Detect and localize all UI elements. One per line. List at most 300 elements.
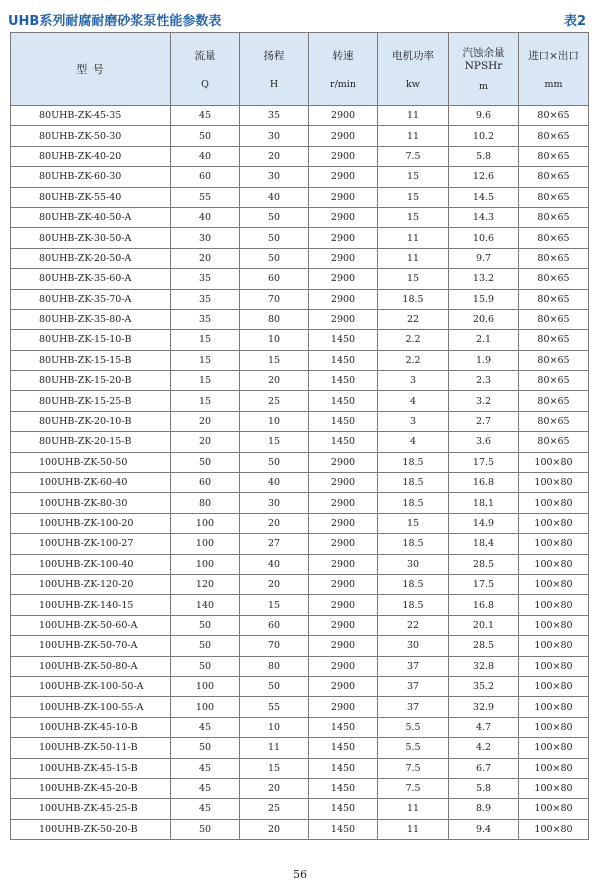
table-row <box>11 146 589 166</box>
cell-npsh: 28.5 <box>449 554 519 574</box>
cell-power: 15 <box>378 207 449 227</box>
cell-flow: 45 <box>171 799 240 819</box>
table-row <box>11 738 589 758</box>
cell-port: 80×65 <box>519 126 589 146</box>
cell-flow: 100 <box>171 534 240 554</box>
cell-power: 30 <box>378 636 449 656</box>
table-row <box>11 615 589 635</box>
cell-port: 100×80 <box>519 819 589 839</box>
cell-flow: 80 <box>171 493 240 513</box>
cell-flow: 50 <box>171 636 240 656</box>
cell-port: 100×80 <box>519 738 589 758</box>
cell-npsh: 13.2 <box>449 269 519 289</box>
cell-flow: 100 <box>171 554 240 574</box>
col-header-flow: 流量 Q <box>171 33 240 106</box>
cell-head: 40 <box>240 554 309 574</box>
cell-model: 80UHB-ZK-50-30 <box>11 126 171 146</box>
cell-npsh: 9.7 <box>449 248 519 268</box>
cell-flow: 15 <box>171 371 240 391</box>
cell-head: 30 <box>240 126 309 146</box>
cell-head: 60 <box>240 269 309 289</box>
cell-power: 11 <box>378 819 449 839</box>
cell-npsh: 3.6 <box>449 432 519 452</box>
table-row <box>11 819 589 839</box>
cell-power: 4 <box>378 432 449 452</box>
cell-port: 80×65 <box>519 207 589 227</box>
cell-npsh: 28.5 <box>449 636 519 656</box>
cell-model: 100UHB-ZK-100-20 <box>11 513 171 533</box>
cell-port: 80×65 <box>519 391 589 411</box>
cell-speed: 1450 <box>309 717 378 737</box>
cell-port: 100×80 <box>519 778 589 798</box>
cell-speed: 2900 <box>309 187 378 207</box>
cell-speed: 2900 <box>309 636 378 656</box>
table-row <box>11 106 589 126</box>
cell-power: 3 <box>378 371 449 391</box>
cell-port: 80×65 <box>519 289 589 309</box>
title-bar <box>8 8 588 30</box>
cell-speed: 2900 <box>309 126 378 146</box>
cell-speed: 2900 <box>309 676 378 696</box>
cell-head: 15 <box>240 595 309 615</box>
cell-npsh: 2.1 <box>449 330 519 350</box>
cell-head: 40 <box>240 187 309 207</box>
cell-head: 27 <box>240 534 309 554</box>
cell-model: 100UHB-ZK-50-11-B <box>11 738 171 758</box>
cell-npsh: 10.6 <box>449 228 519 248</box>
cell-power: 30 <box>378 554 449 574</box>
cell-npsh: 18.1 <box>449 493 519 513</box>
cell-port: 100×80 <box>519 697 589 717</box>
table-row <box>11 452 589 472</box>
cell-flow: 35 <box>171 289 240 309</box>
cell-npsh: 32.9 <box>449 697 519 717</box>
cell-speed: 1450 <box>309 350 378 370</box>
cell-flow: 30 <box>171 228 240 248</box>
table-number: 表2 <box>563 14 586 29</box>
cell-flow: 50 <box>171 656 240 676</box>
cell-model: 80UHB-ZK-20-15-B <box>11 432 171 452</box>
cell-speed: 2900 <box>309 289 378 309</box>
cell-power: 22 <box>378 309 449 329</box>
col-header-port: 进口×出口 mm <box>519 33 589 106</box>
cell-port: 100×80 <box>519 636 589 656</box>
cell-model: 100UHB-ZK-50-60-A <box>11 615 171 635</box>
cell-head: 11 <box>240 738 309 758</box>
cell-port: 100×80 <box>519 595 589 615</box>
cell-model: 100UHB-ZK-100-40 <box>11 554 171 574</box>
cell-speed: 2900 <box>309 228 378 248</box>
cell-speed: 2900 <box>309 574 378 594</box>
cell-flow: 50 <box>171 819 240 839</box>
cell-speed: 1450 <box>309 758 378 778</box>
cell-head: 25 <box>240 391 309 411</box>
table-body <box>11 106 589 840</box>
cell-speed: 2900 <box>309 493 378 513</box>
cell-npsh: 1.9 <box>449 350 519 370</box>
cell-head: 30 <box>240 167 309 187</box>
cell-flow: 50 <box>171 738 240 758</box>
cell-head: 80 <box>240 656 309 676</box>
table-row <box>11 636 589 656</box>
cell-power: 37 <box>378 697 449 717</box>
cell-head: 15 <box>240 758 309 778</box>
cell-port: 100×80 <box>519 574 589 594</box>
cell-port: 100×80 <box>519 615 589 635</box>
cell-speed: 1450 <box>309 330 378 350</box>
col-header-head: 扬程 H <box>240 33 309 106</box>
cell-npsh: 14.3 <box>449 207 519 227</box>
cell-head: 10 <box>240 411 309 431</box>
cell-model: 100UHB-ZK-50-20-B <box>11 819 171 839</box>
cell-speed: 2900 <box>309 513 378 533</box>
cell-npsh: 9.4 <box>449 819 519 839</box>
cell-npsh: 18.4 <box>449 534 519 554</box>
cell-head: 20 <box>240 371 309 391</box>
cell-head: 55 <box>240 697 309 717</box>
cell-npsh: 16.8 <box>449 595 519 615</box>
cell-model: 100UHB-ZK-45-25-B <box>11 799 171 819</box>
cell-power: 5.5 <box>378 738 449 758</box>
cell-flow: 50 <box>171 615 240 635</box>
cell-npsh: 8.9 <box>449 799 519 819</box>
cell-port: 100×80 <box>519 534 589 554</box>
cell-head: 20 <box>240 778 309 798</box>
cell-flow: 15 <box>171 330 240 350</box>
cell-port: 100×80 <box>519 554 589 574</box>
cell-model: 100UHB-ZK-120-20 <box>11 574 171 594</box>
cell-head: 50 <box>240 207 309 227</box>
cell-npsh: 20.1 <box>449 615 519 635</box>
table-row <box>11 207 589 227</box>
cell-port: 100×80 <box>519 493 589 513</box>
cell-head: 80 <box>240 309 309 329</box>
cell-power: 18.5 <box>378 493 449 513</box>
cell-flow: 45 <box>171 758 240 778</box>
table-row <box>11 126 589 146</box>
cell-speed: 1450 <box>309 391 378 411</box>
cell-model: 80UHB-ZK-15-15-B <box>11 350 171 370</box>
cell-power: 7.5 <box>378 778 449 798</box>
cell-speed: 1450 <box>309 819 378 839</box>
cell-speed: 2900 <box>309 615 378 635</box>
table-row <box>11 513 589 533</box>
table-row <box>11 248 589 268</box>
cell-speed: 2900 <box>309 248 378 268</box>
cell-npsh: 5.8 <box>449 778 519 798</box>
cell-npsh: 20.6 <box>449 309 519 329</box>
table-row <box>11 758 589 778</box>
cell-npsh: 4.7 <box>449 717 519 737</box>
cell-speed: 2900 <box>309 473 378 493</box>
cell-power: 18.5 <box>378 452 449 472</box>
cell-flow: 40 <box>171 146 240 166</box>
cell-head: 15 <box>240 350 309 370</box>
cell-power: 2.2 <box>378 350 449 370</box>
cell-power: 11 <box>378 248 449 268</box>
cell-speed: 1450 <box>309 738 378 758</box>
cell-head: 30 <box>240 493 309 513</box>
cell-model: 100UHB-ZK-80-30 <box>11 493 171 513</box>
table-row <box>11 411 589 431</box>
cell-flow: 35 <box>171 269 240 289</box>
cell-head: 25 <box>240 799 309 819</box>
cell-port: 80×65 <box>519 371 589 391</box>
cell-flow: 60 <box>171 473 240 493</box>
cell-npsh: 32.8 <box>449 656 519 676</box>
table-row <box>11 187 589 207</box>
cell-speed: 2900 <box>309 167 378 187</box>
cell-npsh: 6.7 <box>449 758 519 778</box>
table-row <box>11 289 589 309</box>
table-row <box>11 350 589 370</box>
table-row <box>11 493 589 513</box>
cell-flow: 15 <box>171 350 240 370</box>
cell-model: 100UHB-ZK-45-15-B <box>11 758 171 778</box>
cell-model: 80UHB-ZK-15-20-B <box>11 371 171 391</box>
table-row <box>11 167 589 187</box>
cell-port: 80×65 <box>519 106 589 126</box>
cell-speed: 1450 <box>309 411 378 431</box>
cell-speed: 2900 <box>309 309 378 329</box>
cell-head: 40 <box>240 473 309 493</box>
cell-npsh: 14.5 <box>449 187 519 207</box>
cell-port: 80×65 <box>519 248 589 268</box>
cell-model: 100UHB-ZK-100-27 <box>11 534 171 554</box>
page-number: 56 <box>293 868 307 881</box>
cell-npsh: 17.5 <box>449 452 519 472</box>
cell-model: 100UHB-ZK-45-10-B <box>11 717 171 737</box>
table-row <box>11 473 589 493</box>
cell-flow: 20 <box>171 432 240 452</box>
cell-flow: 60 <box>171 167 240 187</box>
table-row <box>11 228 589 248</box>
cell-model: 80UHB-ZK-55-40 <box>11 187 171 207</box>
cell-model: 100UHB-ZK-45-20-B <box>11 778 171 798</box>
cell-speed: 2900 <box>309 452 378 472</box>
cell-speed: 2900 <box>309 656 378 676</box>
table-row <box>11 697 589 717</box>
table-row <box>11 595 589 615</box>
cell-speed: 1450 <box>309 778 378 798</box>
cell-flow: 40 <box>171 207 240 227</box>
cell-head: 20 <box>240 574 309 594</box>
cell-port: 80×65 <box>519 309 589 329</box>
cell-npsh: 2.3 <box>449 371 519 391</box>
cell-power: 5.5 <box>378 717 449 737</box>
cell-model: 100UHB-ZK-100-55-A <box>11 697 171 717</box>
cell-port: 100×80 <box>519 676 589 696</box>
cell-head: 20 <box>240 513 309 533</box>
col-header-model: 型 号 <box>11 33 171 106</box>
cell-model: 80UHB-ZK-15-10-B <box>11 330 171 350</box>
table-row <box>11 432 589 452</box>
cell-flow: 55 <box>171 187 240 207</box>
cell-flow: 45 <box>171 106 240 126</box>
cell-flow: 100 <box>171 676 240 696</box>
cell-power: 15 <box>378 167 449 187</box>
cell-power: 18.5 <box>378 289 449 309</box>
cell-flow: 45 <box>171 778 240 798</box>
cell-npsh: 9.6 <box>449 106 519 126</box>
cell-port: 80×65 <box>519 411 589 431</box>
cell-speed: 2900 <box>309 534 378 554</box>
cell-speed: 2900 <box>309 269 378 289</box>
cell-port: 80×65 <box>519 228 589 248</box>
cell-port: 80×65 <box>519 269 589 289</box>
cell-port: 80×65 <box>519 187 589 207</box>
cell-npsh: 17.5 <box>449 574 519 594</box>
table-row <box>11 717 589 737</box>
cell-speed: 2900 <box>309 595 378 615</box>
cell-flow: 15 <box>171 391 240 411</box>
cell-power: 7.5 <box>378 758 449 778</box>
cell-npsh: 16.8 <box>449 473 519 493</box>
table-row <box>11 574 589 594</box>
cell-flow: 45 <box>171 717 240 737</box>
cell-flow: 100 <box>171 513 240 533</box>
cell-head: 15 <box>240 432 309 452</box>
cell-head: 20 <box>240 819 309 839</box>
cell-power: 18.5 <box>378 595 449 615</box>
cell-model: 100UHB-ZK-100-50-A <box>11 676 171 696</box>
cell-speed: 2900 <box>309 697 378 717</box>
cell-power: 11 <box>378 799 449 819</box>
header-row <box>11 33 589 106</box>
cell-flow: 35 <box>171 309 240 329</box>
cell-speed: 2900 <box>309 207 378 227</box>
cell-head: 70 <box>240 289 309 309</box>
table-row <box>11 799 589 819</box>
cell-flow: 120 <box>171 574 240 594</box>
cell-model: 80UHB-ZK-35-60-A <box>11 269 171 289</box>
cell-npsh: 35.2 <box>449 676 519 696</box>
cell-port: 100×80 <box>519 656 589 676</box>
cell-port: 100×80 <box>519 513 589 533</box>
cell-flow: 100 <box>171 697 240 717</box>
cell-speed: 2900 <box>309 146 378 166</box>
cell-npsh: 14.9 <box>449 513 519 533</box>
cell-model: 100UHB-ZK-140-15 <box>11 595 171 615</box>
cell-head: 35 <box>240 106 309 126</box>
cell-flow: 20 <box>171 248 240 268</box>
cell-model: 80UHB-ZK-20-10-B <box>11 411 171 431</box>
col-header-npsh: 汽蚀余量 NPSHr m <box>449 33 519 106</box>
cell-power: 2.2 <box>378 330 449 350</box>
table-row <box>11 391 589 411</box>
cell-port: 100×80 <box>519 717 589 737</box>
cell-power: 18.5 <box>378 574 449 594</box>
cell-model: 100UHB-ZK-50-70-A <box>11 636 171 656</box>
cell-head: 20 <box>240 146 309 166</box>
table-row <box>11 309 589 329</box>
table-row <box>11 656 589 676</box>
cell-power: 22 <box>378 615 449 635</box>
table-row <box>11 778 589 798</box>
performance-table <box>10 32 589 840</box>
cell-model: 80UHB-ZK-20-50-A <box>11 248 171 268</box>
cell-head: 50 <box>240 452 309 472</box>
cell-flow: 20 <box>171 411 240 431</box>
cell-flow: 140 <box>171 595 240 615</box>
cell-power: 11 <box>378 106 449 126</box>
cell-model: 80UHB-ZK-15-25-B <box>11 391 171 411</box>
cell-port: 100×80 <box>519 758 589 778</box>
cell-power: 37 <box>378 656 449 676</box>
cell-power: 3 <box>378 411 449 431</box>
cell-power: 15 <box>378 187 449 207</box>
cell-npsh: 4.2 <box>449 738 519 758</box>
cell-speed: 2900 <box>309 106 378 126</box>
cell-npsh: 12.6 <box>449 167 519 187</box>
cell-model: 100UHB-ZK-50-80-A <box>11 656 171 676</box>
cell-model: 80UHB-ZK-30-50-A <box>11 228 171 248</box>
cell-flow: 50 <box>171 452 240 472</box>
cell-power: 18.5 <box>378 534 449 554</box>
col-header-speed: 转速 r/min <box>309 33 378 106</box>
cell-port: 80×65 <box>519 330 589 350</box>
cell-head: 50 <box>240 676 309 696</box>
table-row <box>11 269 589 289</box>
cell-npsh: 10.2 <box>449 126 519 146</box>
cell-head: 50 <box>240 228 309 248</box>
cell-port: 80×65 <box>519 167 589 187</box>
table-row <box>11 534 589 554</box>
cell-power: 15 <box>378 513 449 533</box>
cell-model: 80UHB-ZK-35-70-A <box>11 289 171 309</box>
cell-port: 80×65 <box>519 146 589 166</box>
cell-power: 4 <box>378 391 449 411</box>
cell-model: 100UHB-ZK-50-50 <box>11 452 171 472</box>
cell-flow: 50 <box>171 126 240 146</box>
table-row <box>11 330 589 350</box>
cell-model: 80UHB-ZK-60-30 <box>11 167 171 187</box>
cell-head: 70 <box>240 636 309 656</box>
cell-port: 100×80 <box>519 473 589 493</box>
cell-speed: 1450 <box>309 432 378 452</box>
cell-model: 80UHB-ZK-40-50-A <box>11 207 171 227</box>
col-header-power: 电机功率 kw <box>378 33 449 106</box>
cell-npsh: 5.8 <box>449 146 519 166</box>
cell-speed: 2900 <box>309 554 378 574</box>
table-row <box>11 371 589 391</box>
cell-power: 37 <box>378 676 449 696</box>
cell-model: 100UHB-ZK-60-40 <box>11 473 171 493</box>
page-title: UHB系列耐腐耐磨砂浆泵性能参数表 <box>8 14 222 29</box>
cell-power: 15 <box>378 269 449 289</box>
cell-port: 80×65 <box>519 350 589 370</box>
cell-power: 11 <box>378 228 449 248</box>
cell-model: 80UHB-ZK-35-80-A <box>11 309 171 329</box>
cell-port: 100×80 <box>519 452 589 472</box>
cell-port: 80×65 <box>519 432 589 452</box>
table-row <box>11 676 589 696</box>
table-row <box>11 554 589 574</box>
cell-head: 50 <box>240 248 309 268</box>
cell-power: 7.5 <box>378 146 449 166</box>
cell-npsh: 3.2 <box>449 391 519 411</box>
cell-model: 80UHB-ZK-40-20 <box>11 146 171 166</box>
cell-head: 10 <box>240 717 309 737</box>
cell-npsh: 15.9 <box>449 289 519 309</box>
cell-speed: 1450 <box>309 799 378 819</box>
cell-model: 80UHB-ZK-45-35 <box>11 106 171 126</box>
cell-power: 11 <box>378 126 449 146</box>
cell-head: 60 <box>240 615 309 635</box>
cell-speed: 1450 <box>309 371 378 391</box>
cell-npsh: 2.7 <box>449 411 519 431</box>
cell-port: 100×80 <box>519 799 589 819</box>
